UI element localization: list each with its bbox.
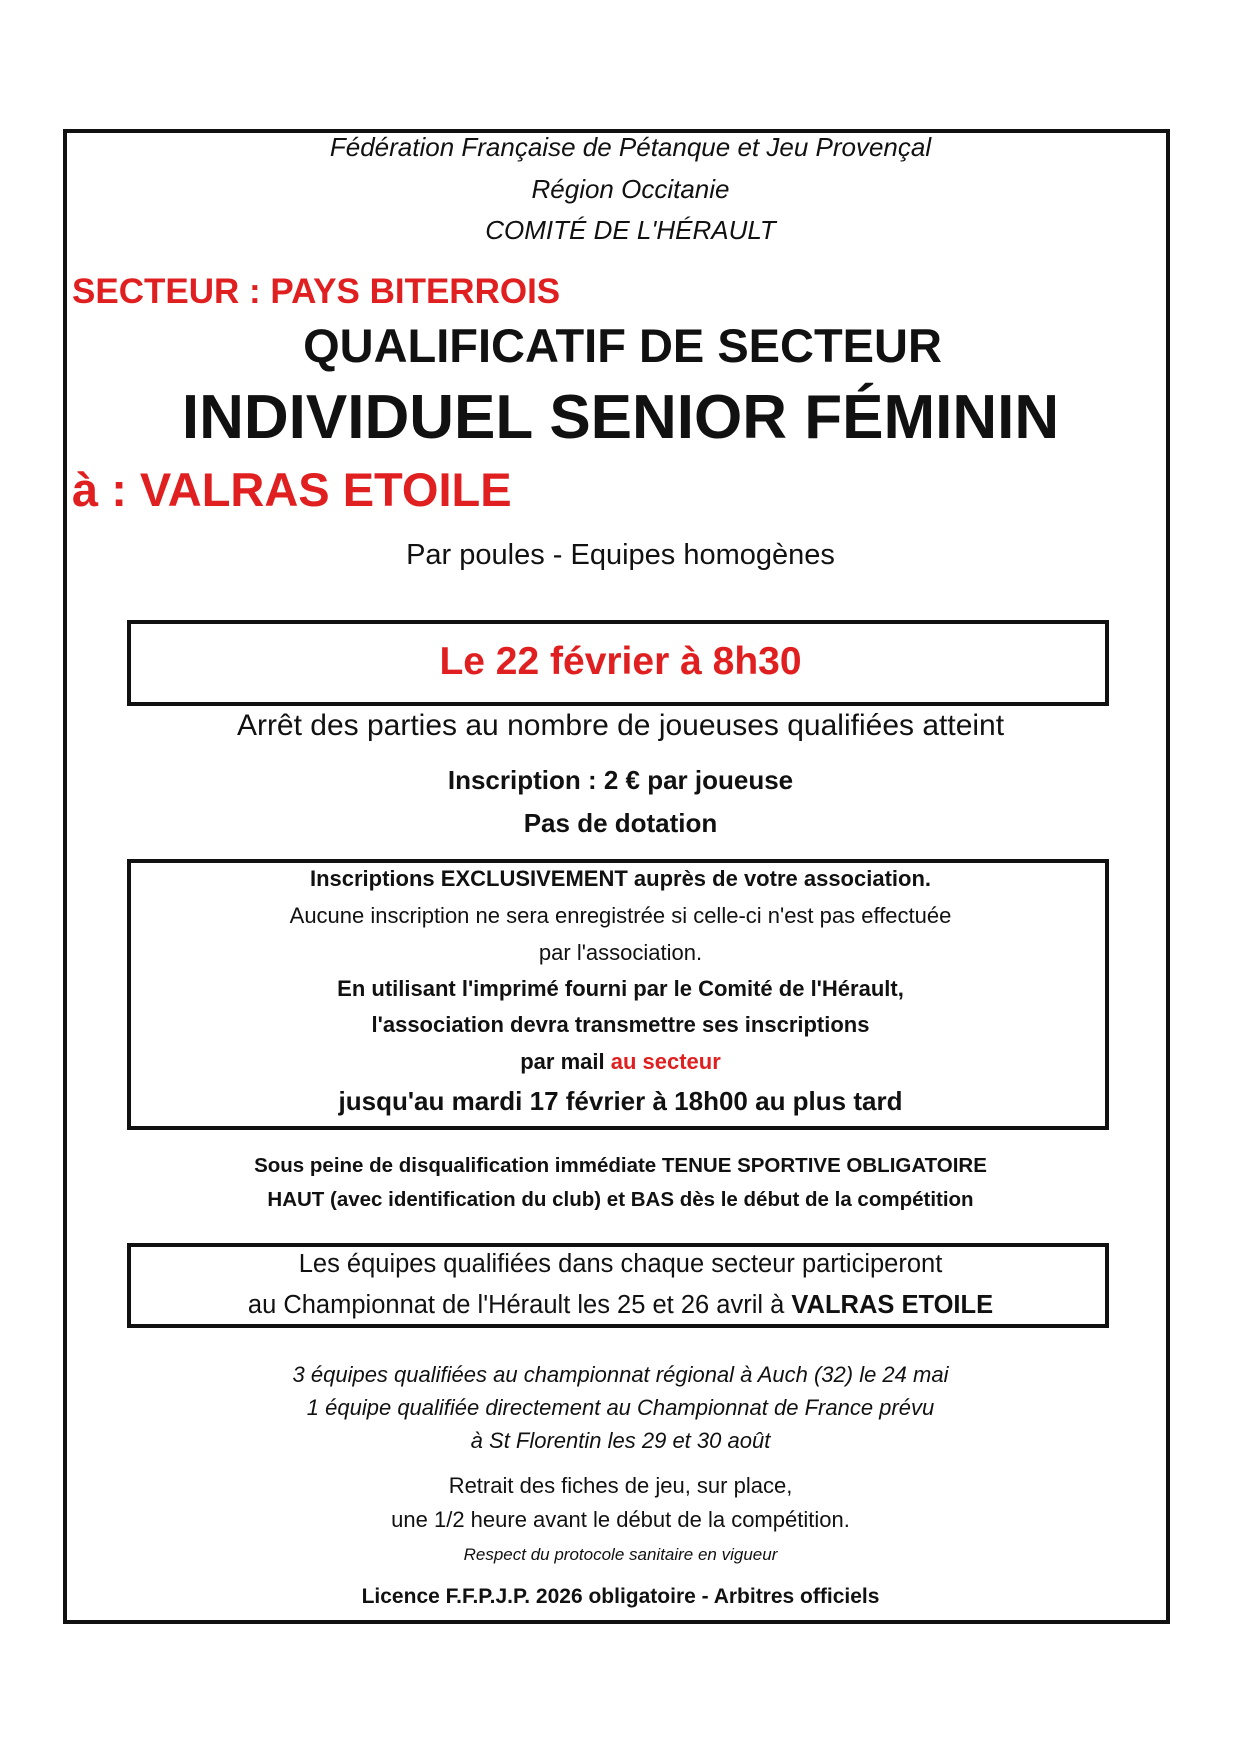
registration-line-4: En utilisant l'imprimé fourni par le Comité de l'Hérault, <box>337 976 904 1001</box>
qualification-line-3: à St Florentin les 29 et 30 août <box>470 1428 771 1453</box>
registration-line-3: par l'association. <box>538 940 703 965</box>
committee-name: COMITÉ DE L'HÉRAULT <box>485 215 776 245</box>
prize-note: Pas de dotation <box>523 808 718 838</box>
license-note: Licence F.F.P.J.P. 2026 obligatoire - Arbitres officiels <box>361 1585 880 1608</box>
title-line-1: QUALIFICATIF DE SECTEUR <box>303 319 942 372</box>
event-date: Le 22 février à 8h30 <box>439 640 802 683</box>
region-name: Région Occitanie <box>531 174 730 204</box>
qualification-line-2: 1 équipe qualifiée directement au Championnat de France prévu <box>306 1395 935 1420</box>
entry-fee: Inscription : 2 € par joueuse <box>447 765 794 795</box>
registration-sector-highlight: au secteur <box>610 1049 721 1074</box>
registration-line-5: l'association devra transmettre ses inscriptions <box>371 1012 870 1037</box>
championship-line-1: Les équipes qualifiées dans chaque secteur participeront <box>298 1250 943 1278</box>
registration-line-2: Aucune inscription ne sera enregistrée si celle-ci n'est pas effectuée <box>289 903 952 928</box>
format-label: Par poules - Equipes homogènes <box>406 539 835 571</box>
stop-rule: Arrêt des parties au nombre de joueuses qualifiées atteint <box>236 709 1005 742</box>
qualification-line-1: 3 équipes qualifiées au championnat régional à Auch (32) le 24 mai <box>292 1362 949 1387</box>
registration-line-6 <box>0 1049 1241 1075</box>
championship-line-2a: au Championnat de l'Hérault les 25 et 26 avril à <box>247 1291 792 1319</box>
title-line-2: INDIVIDUEL SENIOR FÉMININ <box>181 383 1060 452</box>
dress-code-line-1: Sous peine de disqualification immédiate TENUE SPORTIVE OBLIGATOIRE <box>254 1154 987 1177</box>
federation-name: Fédération Française de Pétanque et Jeu Provençal <box>329 132 932 162</box>
game-sheets-line-2: une 1/2 heure avant le début de la compétition. <box>391 1507 850 1532</box>
sector-label: SECTEUR : PAYS BITERROIS <box>72 272 561 311</box>
location-label: à : VALRAS ETOILE <box>72 463 512 516</box>
registration-line-1: Inscriptions EXCLUSIVEMENT auprès de votre association. <box>309 866 932 891</box>
championship-venue: VALRAS ETOILE <box>791 1291 994 1319</box>
registration-line-6a: par mail <box>520 1049 611 1074</box>
championship-line-2 <box>0 1291 1241 1320</box>
registration-deadline: jusqu'au mardi 17 février à 18h00 au plus tard <box>338 1086 903 1116</box>
dress-code-line-2: HAUT (avec identification du club) et BAS dès le début de la compétition <box>267 1188 974 1211</box>
game-sheets-line-1: Retrait des fiches de jeu, sur place, <box>448 1473 793 1498</box>
sanitary-note: Respect du protocole sanitaire en vigueur <box>463 1545 778 1564</box>
